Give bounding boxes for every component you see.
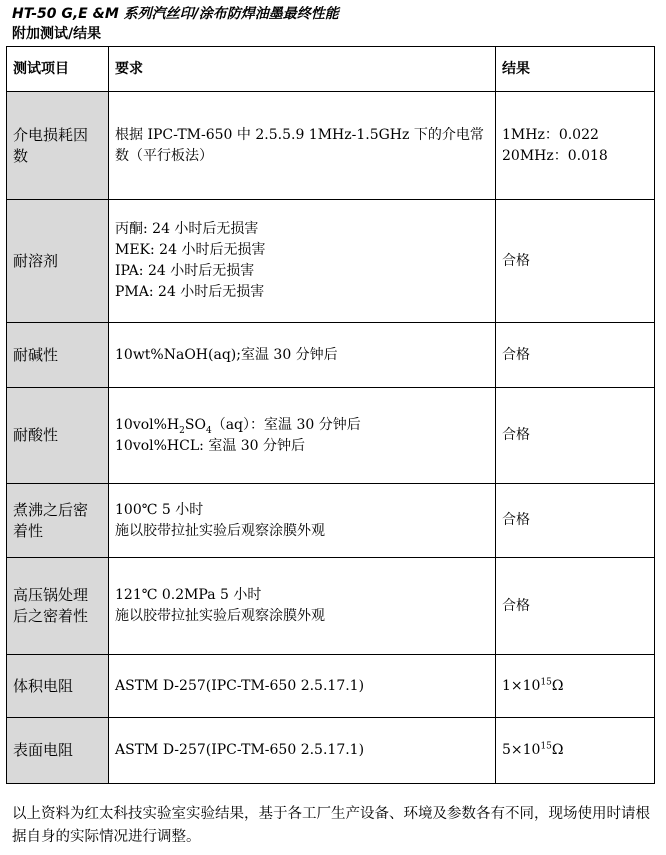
- row-result: $1\times 10^{15}\Omega$: [496, 655, 655, 718]
- requirement-line: PMA: 24 小时后无损害: [115, 284, 265, 300]
- row-result: 合格: [496, 484, 655, 558]
- row-item-adhesion-after-boiling: 煮沸之后密着性: [7, 484, 109, 558]
- disclaimer-footnote: 以上资料为红太科技实验室实验结果，基于各工厂生产设备、环境及参数各有不同，现场使用时请根据自身的实际情况进行调整。: [12, 806, 650, 845]
- row-requirement: 10wt%NaOH(aq);室温 30 分钟后: [109, 323, 496, 388]
- row-requirement: [109, 558, 496, 655]
- header-requirement: 要求: [109, 47, 496, 92]
- table-row: [7, 655, 655, 718]
- table-row: [7, 92, 655, 200]
- requirement-line: IPA: 24 小时后无损害: [115, 263, 255, 279]
- row-item-acid-resistance: 耐酸性: [7, 388, 109, 484]
- row-item-adhesion-after-pressure-cooker: 高压锅处理后之密着性: [7, 558, 109, 655]
- header-test-item: 测试项目: [7, 47, 109, 92]
- row-requirement: 根据 IPC-TM-650 中 2.5.5.9 1MHz-1.5GHz 下的介电常数（平行板法）: [109, 92, 496, 200]
- table-row: [7, 200, 655, 323]
- requirement-line: 施以胶带拉扯实验后观察涂膜外观: [115, 608, 325, 624]
- row-item-dielectric-loss: 介电损耗因数: [7, 92, 109, 200]
- row-item-alkali-resistance: 耐碱性: [7, 323, 109, 388]
- document-subtitle: 附加测试/结果: [12, 26, 102, 42]
- row-item-solvent-resistance: 耐溶剂: [7, 200, 109, 323]
- row-result: 合格: [496, 200, 655, 323]
- row-result: 合格: [496, 558, 655, 655]
- row-requirement: ASTM D-257(IPC-TM-650 2.5.17.1): [109, 718, 496, 784]
- table-row: [7, 323, 655, 388]
- test-results-table: [6, 46, 655, 784]
- row-item-surface-resistance: 表面电阻: [7, 718, 109, 784]
- requirement-line: 丙酮: 24 小时后无损害: [115, 221, 259, 237]
- document-title: HT-50 G,E &M 系列汽丝印/涂布防焊油墨最终性能: [12, 6, 339, 22]
- row-result: $5\times 10^{15}\Omega$: [496, 718, 655, 784]
- row-requirement: ASTM D-257(IPC-TM-650 2.5.17.1): [109, 655, 496, 718]
- requirement-line: 施以胶带拉扯实验后观察涂膜外观: [115, 522, 325, 539]
- requirement-line: 10vol%HCL: 室温 30 分钟后: [115, 437, 306, 454]
- requirement-line: 100℃ 5 小时: [115, 501, 204, 518]
- row-item-volume-resistance: 体积电阻: [7, 655, 109, 718]
- table-row: [7, 558, 655, 655]
- header-result: 结果: [496, 47, 655, 92]
- table-header-row: [7, 47, 655, 92]
- row-requirement: [109, 484, 496, 558]
- result-line: 20MHz：0.018: [502, 147, 608, 164]
- row-requirement: [109, 200, 496, 323]
- result-line: 1MHz：0.022: [502, 126, 599, 143]
- row-result: 合格: [496, 388, 655, 484]
- table-row: [7, 484, 655, 558]
- requirement-line: MEK: 24 小时后无损害: [115, 242, 266, 258]
- table-row: [7, 718, 655, 784]
- requirement-line: $10vol\%H_2SO_4(aq)$：室温 30 分钟后: [115, 416, 361, 436]
- row-result: 合格: [496, 323, 655, 388]
- table-row: [7, 388, 655, 484]
- row-requirement: [109, 388, 496, 484]
- requirement-line: 121℃ 0.2MPa 5 小时: [115, 587, 262, 603]
- row-result: [496, 92, 655, 200]
